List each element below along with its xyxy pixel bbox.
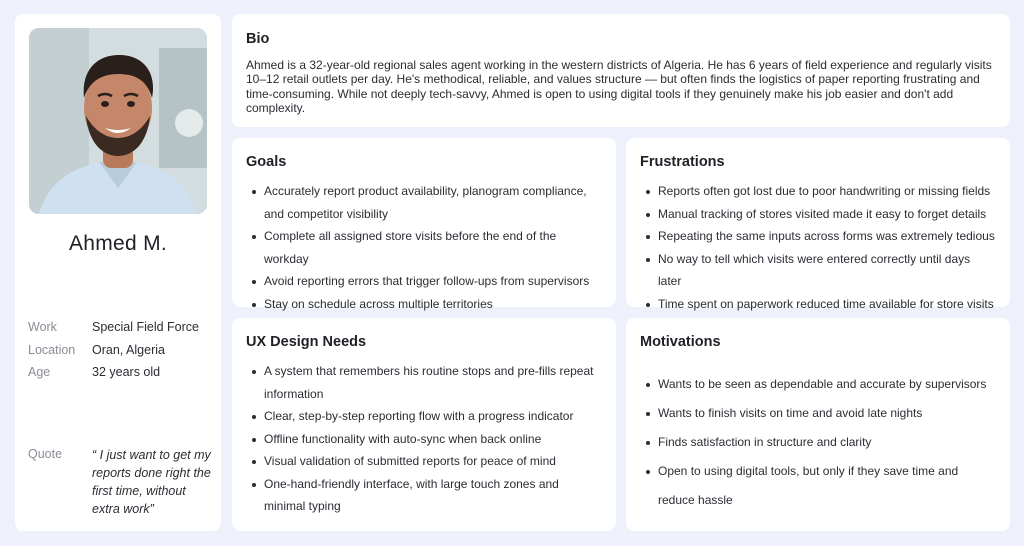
- list-item: A system that remembers his routine stops and pre-fills repeat information: [246, 360, 602, 405]
- detail-label: Location: [28, 342, 76, 357]
- list-item: Wants to be seen as dependable and accurate by supervisors: [640, 370, 996, 399]
- detail-label: Work: [28, 320, 57, 335]
- frustrations-card: [626, 138, 1010, 311]
- quote-block: [28, 446, 214, 518]
- list-item: No way to tell which visits were entered correctly until days later: [640, 248, 996, 293]
- person-portrait-icon: [29, 28, 207, 214]
- frustrations-title: Frustrations: [640, 154, 725, 170]
- detail-row-location: [28, 339, 214, 362]
- list-item: Complete all assigned store visits before the end of the workday: [246, 225, 602, 270]
- goals-list: [246, 180, 602, 315]
- detail-label: Age: [28, 365, 51, 380]
- detail-value: 32 years old: [92, 365, 161, 380]
- frustrations-list: [640, 180, 996, 315]
- list-item: Avoid reporting errors that trigger follow-ups from supervisors: [246, 270, 602, 293]
- detail-row-age: [28, 361, 214, 384]
- detail-row-work: [28, 316, 214, 339]
- bio-card: [232, 14, 1010, 127]
- quote-text: “ I just want to get my reports done right the first time, without extra work”: [92, 448, 211, 516]
- list-item: Stay on schedule across multiple territories: [246, 293, 602, 316]
- bio-text: Ahmed is a 32-year-old regional sales agent working in the western districts of Algeria. He has 6 years of field experience and regularly visits 10–12 retail outlets per day. He's methodical, reliable, and values structure — but often finds the logistics of paper reporting frustrating and time-consuming. While not deeply tech-savvy, Ahmed is open to using digital tools if they genuinely make his job easier and don't add complexity.: [246, 58, 992, 116]
- list-item: One-hand-friendly interface, with large touch zones and minimal typing: [246, 473, 602, 518]
- list-item: Wants to finish visits on time and avoid late nights: [640, 399, 996, 428]
- goals-title: Goals: [246, 154, 287, 170]
- ux-needs-card: [232, 318, 616, 531]
- list-item: Offline functionality with auto-sync when back online: [246, 428, 602, 451]
- list-item: Repeating the same inputs across forms was extremely tedious: [640, 225, 996, 248]
- motivations-card: [626, 318, 1010, 531]
- detail-value: Special Field Force: [92, 320, 199, 335]
- list-item: Accurately report product availability, planogram compliance, and competitor visibility: [246, 180, 602, 225]
- bio-title: Bio: [246, 31, 270, 47]
- profile-photo: [29, 28, 207, 214]
- list-item: Reports often got lost due to poor handwriting or missing fields: [640, 180, 996, 203]
- ux-needs-list: [246, 360, 602, 518]
- list-item: Clear, step-by-step reporting flow with a progress indicator: [246, 405, 602, 428]
- list-item: Time spent on paperwork reduced time available for store visits: [640, 293, 996, 316]
- ux-needs-title: UX Design Needs: [246, 334, 367, 350]
- motivations-title: Motivations: [640, 334, 721, 350]
- profile-card: [15, 14, 221, 531]
- persona-name: Ahmed M.: [68, 232, 168, 255]
- list-item: Visual validation of submitted reports for peace of mind: [246, 450, 602, 473]
- goals-card: [232, 138, 616, 311]
- detail-value: Oran, Algeria: [92, 342, 165, 357]
- quote-label: Quote: [28, 447, 63, 461]
- profile-details: [28, 316, 214, 384]
- motivations-list: [640, 370, 996, 515]
- list-item: Finds satisfaction in structure and clarity: [640, 428, 996, 457]
- list-item: Manual tracking of stores visited made it easy to forget details: [640, 203, 996, 226]
- list-item: Open to using digital tools, but only if they save time and reduce hassle: [640, 457, 996, 515]
